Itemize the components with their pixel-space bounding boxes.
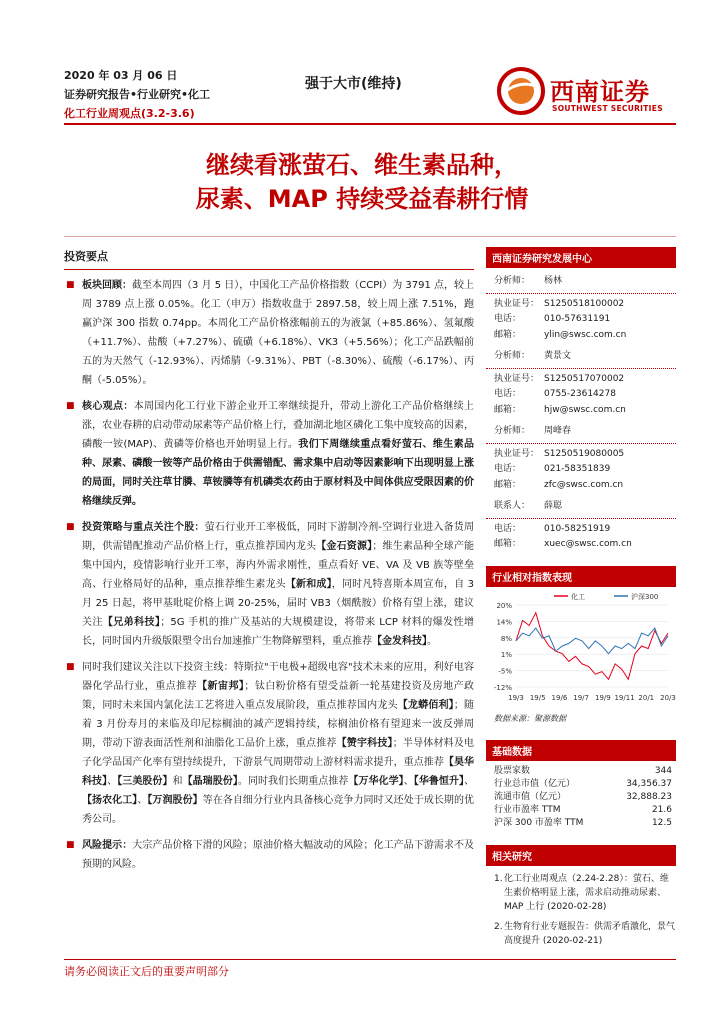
stock-name: 【万华化学】	[348, 776, 404, 787]
x-tick-label: 20/3	[660, 694, 676, 702]
footer-notice: 请务必阅读正文后的重要声明部分	[64, 965, 229, 978]
relative-index-chart	[486, 566, 676, 706]
cert-label: 执业证号：	[494, 448, 540, 459]
basic-value: 344	[654, 766, 672, 776]
y-tick-label: -5%	[498, 667, 512, 676]
cert-number: S1250519080005	[544, 448, 625, 459]
phone-number: 010-57631191	[544, 314, 611, 324]
analyst-panel	[486, 247, 676, 553]
strategy-text: ；维生素品种全球产能集中国内，疫情影响行业开工率，海内外需求刚性，重点看好 VE、VA 及 VB 族等壁垒高、行业格局好的品种，重点推荐维生素龙头	[82, 541, 475, 590]
company-logo	[496, 66, 676, 118]
themes-text: ；半导体材料及电子化学品国产化率有望持续提升，下游景气周期带动上游材料需求提升，重点推荐	[82, 738, 475, 768]
phone-label: 电话：	[494, 464, 522, 474]
header-rule	[64, 123, 676, 125]
basic-value: 21.6	[651, 805, 672, 815]
analyst-role-label: 分析师：	[494, 351, 531, 361]
themes-text: 、	[107, 776, 118, 787]
logo-name-cn: 西南证券	[550, 77, 650, 106]
stock-name: 【万润股份】	[147, 795, 203, 806]
sector-review-text: 截至本周四（3 月 5 日），中国化工产品价格指数（CCPI）为 3791 点，较上周 3789 点上涨 0.05%。化工（申万）指数收盘于 2897.58，较上周上涨 7.51%，跑赢沪深 300 指数 0.74pp。本周化工产品价格涨幅前五的为液氯（+85.86%）、氢氟酸（+11.7%）、盐酸（+7.27%）、硫磺（+6.18%）、VK3（+5.56%）；化工产品跌幅前五的为天然气（-12.93%）、丙烯腈（-9.31%）、PBT（-8.30%）、硫酸（-6.17%）、丙酮（-5.05%）。	[82, 280, 475, 386]
related-date: (2020-02-21)	[542, 936, 603, 946]
strategy-text: ；5G 手机的推广及基站的大规模建设，将带来 LCP 材料的爆发性增长，同时国内升级版限塑令出台加速推广生物降解塑料，重点推荐	[82, 617, 474, 647]
strategy-text: 。	[427, 636, 437, 647]
basic-data-row	[486, 817, 676, 830]
related-item[interactable]	[486, 920, 676, 948]
themes-text: 同时我们建议关注以下投资主线：特斯拉"干电极+超级电容"技术未来的应用，利好电容器化学品行业，重点推荐	[82, 662, 474, 692]
related-text: 化工行业周观点（2.24-2.28）：萤石、维生素价格明显上涨，需求启动推动尿素、MAP 上行	[504, 874, 669, 912]
related-research	[486, 845, 676, 948]
legend-label: 化工	[571, 593, 585, 601]
x-tick-label: 19/6	[551, 694, 568, 702]
bullet-icon: ■	[66, 840, 75, 850]
themes-text: 、	[403, 776, 414, 787]
basic-value: 34,356.37	[626, 779, 672, 789]
stock-name: 【金发科技】	[372, 636, 427, 647]
analyst-name: 杨林	[544, 276, 563, 286]
bullet-icon: ■	[66, 280, 75, 290]
related-text: 生物育行业专题报告：供需矛盾激化，景气高度提升	[504, 922, 676, 946]
risk-text: 大宗产品价格下滑的风险；原油价格大幅波动的风险；化工产品下游需求不及预期的风险。	[82, 840, 475, 870]
phone-label: 电话：	[494, 314, 522, 324]
report-meta	[64, 66, 210, 123]
stock-name: 【兄弟科技】	[102, 617, 161, 628]
stock-name: 【龙蟒佰利】	[397, 700, 454, 711]
basic-label: 行业市盈率 TTM	[494, 805, 561, 815]
investment-themes	[64, 658, 474, 829]
core-view-label: 核心观点：	[82, 401, 134, 412]
series-line-hs300	[516, 628, 668, 654]
bullet-icon: ■	[66, 522, 75, 532]
x-tick-label: 19/9	[594, 694, 611, 702]
themes-text: 和	[172, 776, 183, 787]
contact-role-label: 联系人：	[494, 501, 531, 511]
summary-heading: 投资要点	[64, 247, 474, 270]
related-num: 1.	[494, 874, 503, 884]
chart-source: 数据来源：聚源数据	[494, 714, 566, 723]
basic-label: 股票家数	[494, 766, 531, 776]
themes-text: 、	[137, 795, 148, 806]
stock-name: 【新和成】	[285, 579, 332, 590]
report-date: 2020 年 03 月 06 日	[64, 69, 178, 82]
stock-name: 【扬农化工】	[82, 795, 138, 806]
phone-number: 0755-23614278	[544, 389, 616, 399]
stock-name: 【华鲁恒升】	[413, 776, 465, 787]
report-title	[0, 148, 724, 216]
related-title: 相关研究	[486, 845, 676, 866]
core-view-bold: 我们下周继续重点看好萤石、维生素品种、尿素、磷酸一铵等产品价格由于供需错配、需求集中启动等因素影响下出现明显上涨的局面，同时关注草甘膦、草铵膦等有机磷类农药由于原材料及中间体供应受限因素的价格继续反弹。	[82, 439, 475, 507]
cert-label: 执业证号：	[494, 373, 540, 384]
basic-data-title: 基础数据	[486, 740, 676, 761]
core-view	[64, 397, 474, 511]
basic-data-row	[486, 804, 676, 817]
strategy-text: 萤石行业开工率极低，同时下游制冷剂-空调行业进入备货周期，供需错配推动产品价格上行，重点推荐国内龙头	[82, 522, 475, 552]
x-tick-label: 20/1	[638, 694, 655, 702]
cert-label: 执业证号：	[494, 298, 540, 309]
phone-number: 010-58251919	[544, 523, 611, 534]
themes-text: ；随着 3 月份寿月的来临及印尼棕榈油的减产逻辑持续，棕榈油价格有望迎来一波反弹周期，带动下游表面活性剂和油脂化工品价上涨，重点推荐	[82, 700, 475, 749]
title-rule	[64, 236, 676, 237]
x-tick-label: 19/7	[573, 694, 590, 702]
email-link[interactable]: ylin@swsc.com.cn	[544, 329, 627, 340]
related-num: 2.	[494, 922, 503, 932]
footer-rule	[64, 959, 676, 960]
strategy	[64, 518, 474, 651]
contact-name: 薛聪	[544, 501, 563, 511]
x-tick-label: 19/5	[529, 694, 546, 702]
analyst-role-label: 分析师：	[494, 426, 531, 436]
y-tick-label: 20%	[496, 602, 512, 610]
stock-name: 【金石资源】	[316, 541, 373, 552]
phone-number: 021-58351839	[544, 464, 611, 474]
analyst-name: 黄景文	[544, 351, 572, 361]
sector-review	[64, 276, 474, 390]
themes-text: ；钛白粉价格有望受益新一轮基建投资及房地产政策，同时未来国内氯化法工艺将进入重点发展阶段，重点推荐国内龙头	[82, 681, 475, 711]
basic-data-row	[486, 765, 676, 778]
phone-label: 电话：	[494, 389, 522, 399]
themes-text: 、	[464, 776, 475, 787]
x-tick-label: 19/3	[508, 694, 524, 702]
stock-name: 【昊华科技】	[82, 757, 475, 787]
risk-label: 风险提示：	[82, 840, 133, 851]
bullet-icon: ■	[66, 401, 75, 411]
basic-data-row	[486, 778, 676, 791]
analyst-role-label: 分析师：	[494, 276, 531, 286]
basic-value: 12.5	[651, 818, 672, 828]
cert-number: S1250518100002	[544, 298, 625, 309]
research-center-title: 西南证券研究发展中心	[486, 247, 676, 268]
analyst-block	[486, 424, 676, 493]
basic-label: 行业总市值（亿元）	[494, 779, 576, 789]
y-tick-label: 14%	[496, 618, 512, 627]
basic-data-row	[486, 791, 676, 804]
basic-label: 流通市值（亿元）	[494, 792, 567, 802]
email-label: 邮箱：	[494, 479, 522, 490]
analyst-block	[486, 349, 676, 418]
analyst-block	[486, 274, 676, 343]
legend-label: 沪深300	[631, 593, 659, 601]
cert-number: S1250517070002	[544, 373, 625, 384]
logo-name-en: SOUTHWEST SECURITIES	[552, 104, 663, 113]
stock-name: 【新宙邦】	[197, 681, 245, 692]
bullet-icon: ■	[66, 662, 75, 672]
email-link[interactable]: hjw@swsc.com.cn	[544, 404, 626, 415]
x-tick-label: 19/11	[614, 694, 635, 702]
email-link[interactable]: zfc@swsc.com.cn	[544, 479, 624, 490]
stock-name: 【三美股份】	[117, 776, 173, 787]
logo-mark-icon	[496, 66, 546, 116]
rating: 强于大市(维持)	[305, 76, 402, 92]
report-type: 化工行业周观点(3.2-3.6)	[64, 107, 195, 120]
report-category: 证券研究报告•行业研究•化工	[64, 88, 211, 101]
investment-summary	[64, 247, 474, 881]
series-line-chemical	[516, 613, 668, 680]
contact-block	[486, 499, 676, 553]
title-line-1: 继续看涨萤石、维生素品种，	[206, 151, 518, 179]
basic-value: 32,888.23	[626, 792, 672, 802]
email-label: 邮箱：	[494, 404, 522, 415]
stock-name: 【赞宇科技】	[336, 738, 393, 749]
email-label: 邮箱：	[494, 329, 522, 340]
basic-data	[486, 740, 676, 830]
themes-text: 等在各自细分行业内具备核心竞争力同时又还处于成长期的优秀公司。	[82, 795, 475, 825]
phone-label: 电话：	[494, 523, 522, 534]
core-view-text: 本周国内化工行业下游企业开工率继续提升，带动上游化工产品价格继续上涨，农业春耕的启动带动尿素等产品价格上行，叠加湖北地区磷化工集中度较高的因素，磷酸一铵(MAP)、黄磷等价格也开始明显上行。	[82, 401, 475, 450]
strategy-text: ，同时凡特喜斯本周宣布，自 3 月 25 日起，将甲基吡啶价格上调 20-25%，届时 VB3（烟酰胺）价格有望上涨，建议关注	[82, 579, 475, 628]
analyst-name: 周峰春	[544, 426, 572, 436]
sector-review-label: 板块回顾：	[82, 280, 132, 291]
title-line-2: 尿素、MAP 持续受益春耕行情	[195, 185, 529, 213]
related-item[interactable]	[486, 872, 676, 914]
chart-title: 行业相对指数表现	[486, 566, 676, 587]
y-tick-label: 8%	[500, 634, 512, 643]
themes-text: 。同时我们长期重点推荐	[237, 776, 349, 787]
basic-label: 沪深 300 市盈率 TTM	[494, 818, 584, 828]
y-tick-label: -12%	[493, 684, 512, 692]
chart-svg	[486, 587, 676, 705]
risk-warning	[64, 836, 474, 874]
strategy-label: 投资策略与重点关注个股：	[82, 522, 205, 533]
email-label: 邮箱：	[494, 539, 522, 549]
email-link[interactable]: xuec@swsc.com.cn	[544, 539, 632, 549]
stock-name: 【晶瑞股份】	[182, 776, 238, 787]
related-date: (2020-02-28)	[547, 902, 607, 912]
y-tick-label: 1%	[500, 651, 512, 660]
